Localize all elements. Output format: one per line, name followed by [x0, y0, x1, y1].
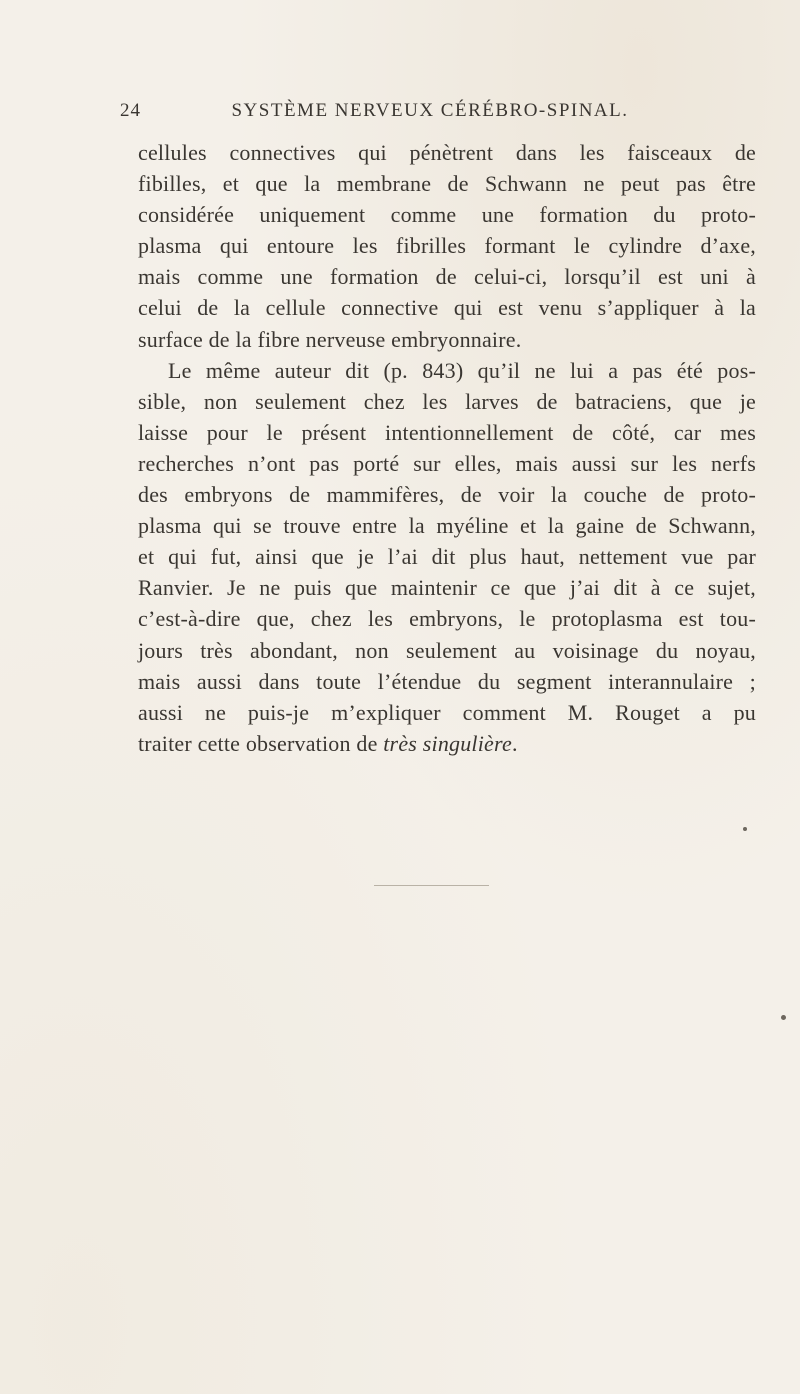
text-line: et qui fut, ainsi que je l’ai dit plus haut, nettement vue par	[138, 544, 756, 570]
paragraph-start-line: Le même auteur dit (p. 843) qu’il ne lui a pas été pos-	[168, 357, 756, 383]
page-number: 24	[120, 100, 141, 121]
body-text	[138, 137, 756, 759]
text-line: fibilles, et que la membrane de Schwann ne peut pas être	[138, 171, 756, 197]
text-line: considérée uniquement comme une formation du proto-	[138, 202, 756, 228]
text-line: sible, non seulement chez les larves de batraciens, que je	[138, 388, 756, 414]
text-line: des embryons de mammifères, de voir la couche de proto-	[138, 482, 756, 508]
text-line: jours très abondant, non seulement au voisinage du noyau,	[138, 637, 756, 663]
horizontal-rule	[374, 885, 489, 886]
last-line-text: traiter cette observation de	[138, 730, 384, 756]
last-line-period: .	[511, 730, 518, 756]
paragraph-end-line: surface de la fibre nerveuse embryonnaire.	[138, 326, 522, 352]
running-head: SYSTÈME NERVEUX CÉRÉBRO-SPINAL.	[231, 100, 629, 121]
text-line: laisse pour le présent intentionnellement de côté, car mes	[138, 419, 756, 445]
ink-speck	[743, 827, 747, 831]
text-line: plasma qui se trouve entre la myéline et la gaine de Schwann,	[138, 513, 756, 539]
text-line: aussi ne puis-je m’expliquer comment M. Rouget a pu	[138, 699, 756, 725]
text-line: plasma qui entoure les fibrilles formant le cylindre d’axe,	[138, 233, 756, 259]
text-line: Ranvier. Je ne puis que maintenir ce que j’ai dit à ce sujet,	[138, 575, 756, 601]
text-line: mais aussi dans toute l’étendue du segment interannulaire ;	[138, 668, 756, 694]
text-line: c’est-à-dire que, chez les embryons, le protoplasma est tou-	[138, 606, 756, 632]
text-line: recherches n’ont pas porté sur elles, mais aussi sur les nerfs	[138, 450, 756, 476]
emphasis-text: très singulière	[383, 730, 512, 756]
paragraph-end-line	[138, 728, 756, 759]
page-header	[120, 100, 760, 130]
text-line: cellules connectives qui pénètrent dans les faisceaux de	[138, 140, 756, 165]
ink-speck	[781, 1015, 786, 1020]
text-line: celui de la cellule connective qui est venu s’appliquer à la	[138, 295, 756, 321]
text-line: mais comme une formation de celui-ci, lorsqu’il est uni à	[138, 264, 756, 290]
